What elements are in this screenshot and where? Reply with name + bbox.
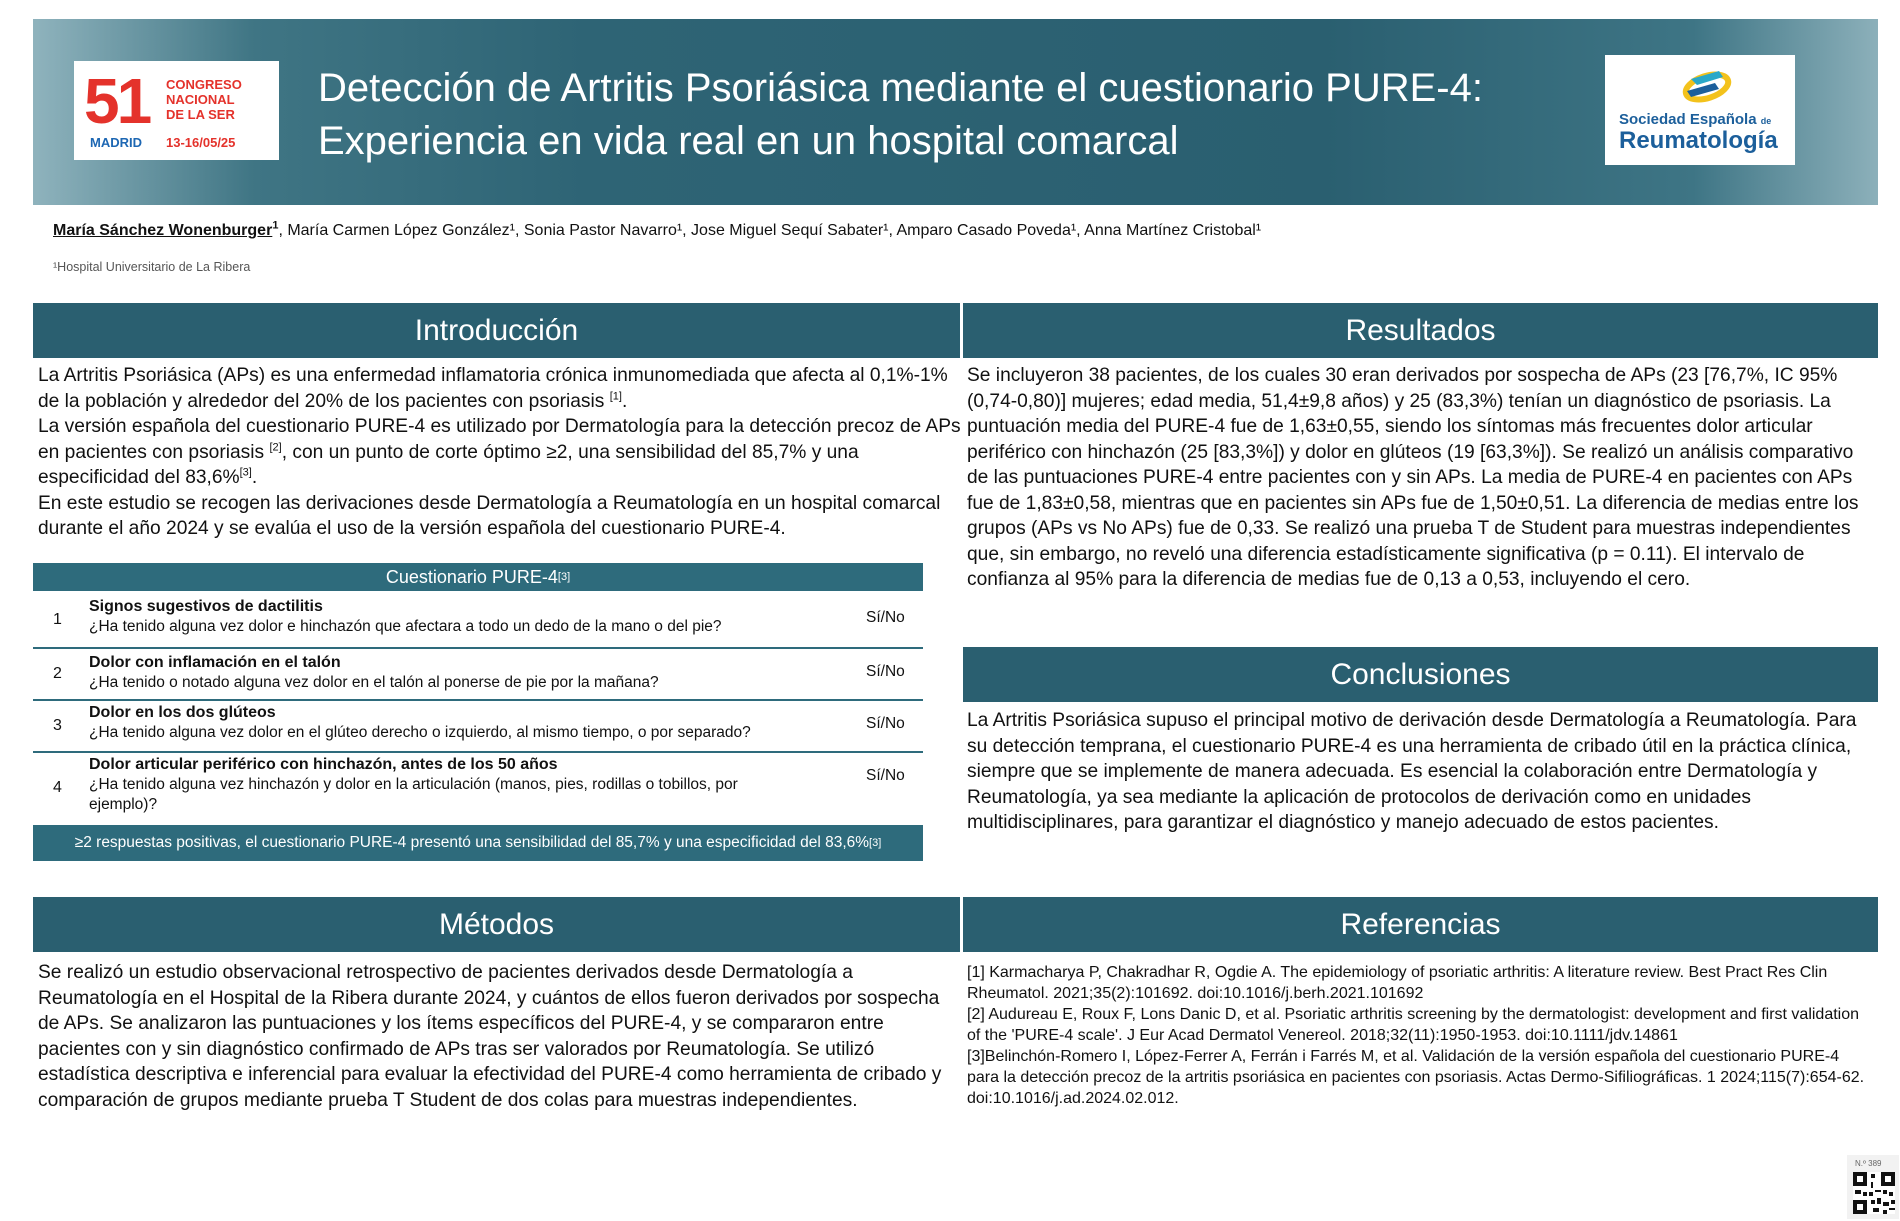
- title-line-1: Detección de Artritis Psoriásica mediante el cuestionario PURE-4:: [318, 66, 1483, 110]
- reference-list: [967, 962, 1872, 1109]
- society-name-line2: Reumatología: [1619, 127, 1778, 154]
- list-item: [3]Belinchón-Romero I, López-Ferrer A, Ferrán i Farrés M, et al. Validación de la versión española del cuestionario PURE-4 para la detección precoz de la artritis psoriásica en pacientes con psoriasis. Actas Dermo-Sifiliográficas. 1 2024;115(7):654-62. doi:10.1016/j.ad.2024.02.012.: [967, 1048, 1865, 1107]
- resultados-heading: Resultados: [963, 303, 1878, 358]
- introduccion-heading: Introducción: [33, 303, 960, 358]
- first-author: María Sánchez Wonenburger: [53, 222, 273, 239]
- title-line-2: Experiencia en vida real en un hospital comarcal: [318, 119, 1179, 163]
- society-logo: [1605, 55, 1795, 165]
- poster-number: N.º 389: [1855, 1159, 1882, 1168]
- referencias-heading: Referencias: [963, 897, 1878, 952]
- table-row: 2 Dolor con inflamación en el talón ¿Ha tenido o notado alguna vez dolor en el talón al ponerse de pie por la mañana? Sí/No: [33, 649, 923, 701]
- congress-name: CONGRESO NACIONAL DE LA SER: [166, 77, 242, 122]
- society-name-line1: Sociedad Española de: [1619, 111, 1772, 128]
- congress-city: MADRID: [90, 135, 142, 150]
- conclusiones-body: La Artritis Psoriásica supuso el principal motivo de derivación desde Dermatología a Reumatología. Para su detección temprana, el cuestionario PURE-4 es una herramienta de cribado útil en la práctica clínica, siempre que se implemente de manera adecuada. Es esencial la colaboración entre Dermatología y Reumatología, ya sea mediante la aplicación de protocolos de derivación como en unidades multidisciplinares, para garantizar el diagnóstico y manejo adecuado de estos pacientes.: [967, 710, 1857, 833]
- qr-code-icon[interactable]: [1853, 1171, 1895, 1215]
- conclusiones-heading: Conclusiones: [963, 647, 1878, 702]
- pure4-table-footer: ≥2 respuestas positivas, el cuestionario PURE-4 presentó una sensibilidad del 85,7% y una especificidad del 83,6% [3]: [33, 825, 923, 861]
- author-list: María Sánchez Wonenburger$^1$, María Carmen López González¹, Sonia Pastor Navarro¹, Jose Miguel Sequí Sabater¹, Amparo Casado Poveda¹, Anna Martínez Cristobal¹: [53, 219, 1262, 239]
- poster-title: [318, 62, 1568, 168]
- congress-dates: 13-16/05/25: [166, 135, 236, 150]
- poster-number-badge: [1847, 1155, 1899, 1219]
- introduccion-body: La Artritis Psoriásica (APs) es una enfermedad inflamatoria crónica inmunomediada que afecta al 0,1%-1% de la población y alrededor del 20% de los pacientes con psoriasis [1]. La versión española del cuestionario PURE-4 es utilizado por Dermatología para la detección precoz de APs en pacientes con psoriasis [2], con un punto de corte óptimo ≥2, una sensibilidad del 85,7% y una especificidad del 83,6%[3]. En este estudio se recogen las derivaciones desde Dermatología a Reumatología en un hospital comarcal durante el año 2024 y se evalúa el uso de la versión española del cuestionario PURE-4.: [38, 365, 961, 539]
- pure4-table: [33, 563, 923, 861]
- table-row: 4 Dolor articular periférico con hinchazón, antes de los 50 años ¿Ha tenido alguna vez hinchazón y dolor en la articulación (manos, pies, rodillas o tobillos, por ejemplo)? Sí/No: [53, 756, 905, 813]
- list-item: [2] Audureau E, Roux F, Lons Danic D, et al. Psoriatic arthritis screening by the dermatologist: development and first validation of the 'PURE-4 scale'. J Eur Acad Dermatol Venereol. 2018;32(11):1950-1953. doi:10.1111/jdv.14861: [967, 1006, 1860, 1044]
- metodos-heading: Métodos: [33, 897, 960, 952]
- resultados-body: Se incluyeron 38 pacientes, de los cuales 30 eran derivados por sospecha de APs (23 [76,7%, IC 95% (0,74-0,80)] mujeres; edad media, 51,4±9,8 años) y 25 (83,3%) tenían un diagnóstico de psoriasis. La puntuación media del PURE-4 fue de 1,63±0,55, siendo los síntomas más frecuentes dolor articular periférico con hinchazón (25 [83,3%]) y dolor en glúteos (19 [63,3%]). Se realizó un análisis comparativo de las puntuaciones PURE-4 entre pacientes con y sin APs. La media de PURE-4 en pacientes con APs fue de 1,83±0,58, mientras que en pacientes sin APs fue de 1,50±0,51. La diferencia de medias entre los grupos (APs vs No APs) fue de 0,33. Se realizó una prueba T de Student para muestras independientes que, sin embargo, no reveló una diferencia estadísticamente significativa (p = 0.11). El intervalo de confianza al 95% para la diferencia de medias fue de 0,13 a 0,53, incluyendo el cero.: [967, 365, 1859, 590]
- list-item: [1] Karmacharya P, Chakradhar R, Ogdie A. The epidemiology of psoriatic arthritis: A literature review. Best Pract Res Clin Rheumatol. 2021;35(2):101692. doi:10.1016/j.berh.2021.101692: [967, 964, 1828, 1002]
- table-row: 3 Dolor en los dos glúteos ¿Ha tenido alguna vez dolor en el glúteo derecho o izquierdo, al mismo tiempo, o por separado? Sí/No: [33, 701, 923, 753]
- congress-number: 51: [84, 65, 150, 137]
- society-emblem-icon: [1677, 65, 1733, 105]
- pure4-table-title: Cuestionario PURE-4 [3]: [33, 563, 923, 591]
- congress-logo: [74, 61, 279, 160]
- affiliation: ¹Hospital Universitario de La Ribera: [53, 260, 251, 274]
- other-authors: , María Carmen López González¹, Sonia Pastor Navarro¹, Jose Miguel Sequí Sabater¹, Amparo Casado Poveda¹, Anna Martínez Cristobal¹: [278, 222, 1262, 239]
- table-row: 1 Signos sugestivos de dactilitis ¿Ha tenido alguna vez dolor e hinchazón que afectara a todo un dedo de la mano o del pie? Sí/No: [33, 591, 923, 649]
- metodos-body: Se realizó un estudio observacional retrospectivo de pacientes derivados desde Dermatología a Reumatología en el Hospital de la Ribera durante 2024, y cuántos de ellos fueron derivados por sospecha de APs. Se analizaron las puntuaciones y los ítems específicos del PURE-4, y se compararon entre pacientes con y sin diagnóstico confirmado de APs tras ser valorados por Reumatología. Se utilizó estadística descriptiva e inferencial para evaluar la efectividad del PURE-4 como herramienta de cribado y comparación de grupos mediante prueba T Student de dos colas para muestras independientes.: [38, 962, 942, 1111]
